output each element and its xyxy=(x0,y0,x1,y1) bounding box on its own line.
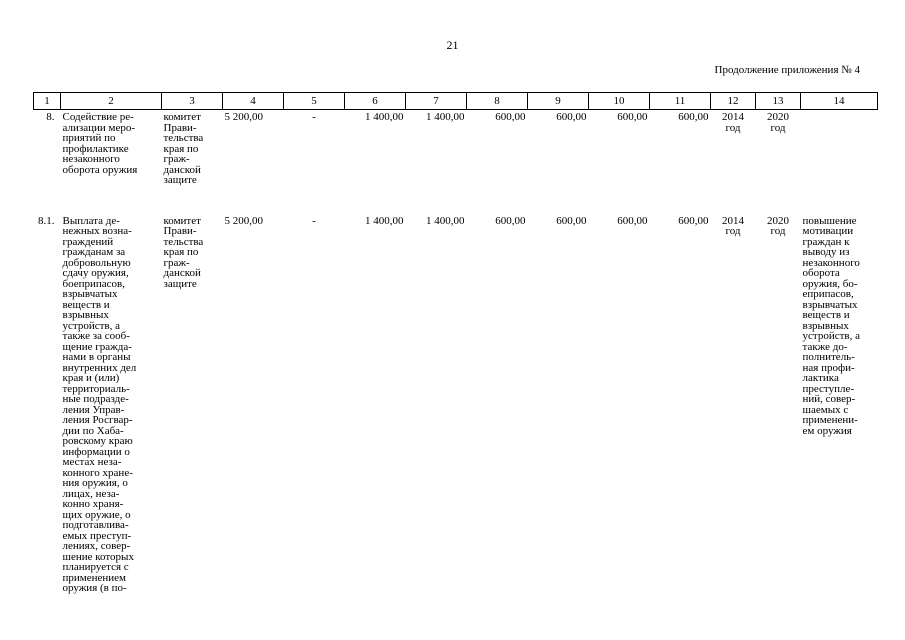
program-measures-table xyxy=(33,92,878,594)
column-header: 1 xyxy=(34,93,61,110)
column-header: 2 xyxy=(61,93,162,110)
funding-col6: 1 400,00 xyxy=(365,214,404,227)
column-header: 5 xyxy=(284,93,345,110)
column-header: 14 xyxy=(801,93,878,110)
column-header: 7 xyxy=(406,93,467,110)
funding-col9: 600,00 xyxy=(556,214,587,227)
column-header: 3 xyxy=(162,93,223,110)
funding-col8: 600,00 xyxy=(495,214,526,227)
measure-name: Выплата де- нежных возна- граждений гражданам за добровольную сдачу оружия, боеприпасов, взрывчатых веществ и взрывных устройств, а также за сооб- щение гражда- нами в органы внутренних дел края и (или) территориаль- ные подразде- ления Управ- ления Росгвар- дии по Хаба- ровскому краю информации о местах неза- конного хране- ния оружия, о лицах, неза- конно храня- щих оружие, о подготавлива- емых преступ- лениях, совер- шение которых планируется с применением оружия (в по- xyxy=(62,214,137,594)
column-header: 12 xyxy=(711,93,756,110)
funding-col7: 1 400,00 xyxy=(426,111,465,123)
executor: комитет Прави- тельства края по граж- данской защите xyxy=(163,111,204,186)
page-number: 21 xyxy=(446,38,459,52)
expected-result xyxy=(801,110,878,186)
funding-col6: 1 400,00 xyxy=(365,111,404,123)
funding-col10: 600,00 xyxy=(617,111,648,123)
row-number: 8.1. xyxy=(38,214,55,227)
funding-col5: - xyxy=(312,111,316,123)
row-spacer xyxy=(34,186,878,214)
column-header: 11 xyxy=(650,93,711,110)
column-header: 10 xyxy=(589,93,650,110)
column-header: 6 xyxy=(345,93,406,110)
expected-result: повышение мотивации граждан к выводу из незаконного оборота оружия, бо- еприпасов, взрывчатых веществ и взрывных устройств, а также до- полнитель- ная профи- лактика преступле- ний, совер- шаемых с применени- ем оружия xyxy=(802,214,860,437)
funding-col7: 1 400,00 xyxy=(426,214,465,227)
column-header: 13 xyxy=(756,93,801,110)
column-header: 8 xyxy=(467,93,528,110)
funding-col5: - xyxy=(312,214,316,227)
measure-name: Содействие ре- ализации меро- приятий по профилактике незаконного оборота оружия xyxy=(62,111,138,176)
executor: комитет Прави- тельства края по граж- данской защите xyxy=(163,214,204,290)
start-year: 2014 год xyxy=(722,111,744,134)
funding-col11: 600,00 xyxy=(678,111,709,123)
end-year: 2020 год xyxy=(767,214,789,237)
table-row xyxy=(34,110,878,186)
header-row xyxy=(34,93,878,110)
table-row xyxy=(34,214,878,594)
column-header: 9 xyxy=(528,93,589,110)
funding-col8: 600,00 xyxy=(495,111,526,123)
funding-col11: 600,00 xyxy=(678,214,709,227)
row-number: 8. xyxy=(46,111,55,123)
end-year: 2020 год xyxy=(767,111,789,134)
funding-col9: 600,00 xyxy=(556,111,587,123)
start-year: 2014 год xyxy=(722,214,744,237)
table-header xyxy=(34,93,878,110)
total-funding: 5 200,00 xyxy=(224,214,263,227)
column-header: 4 xyxy=(223,93,284,110)
funding-col10: 600,00 xyxy=(617,214,648,227)
total-funding: 5 200,00 xyxy=(224,111,263,123)
appendix-continuation-note: Продолжение приложения № 4 xyxy=(714,64,860,76)
